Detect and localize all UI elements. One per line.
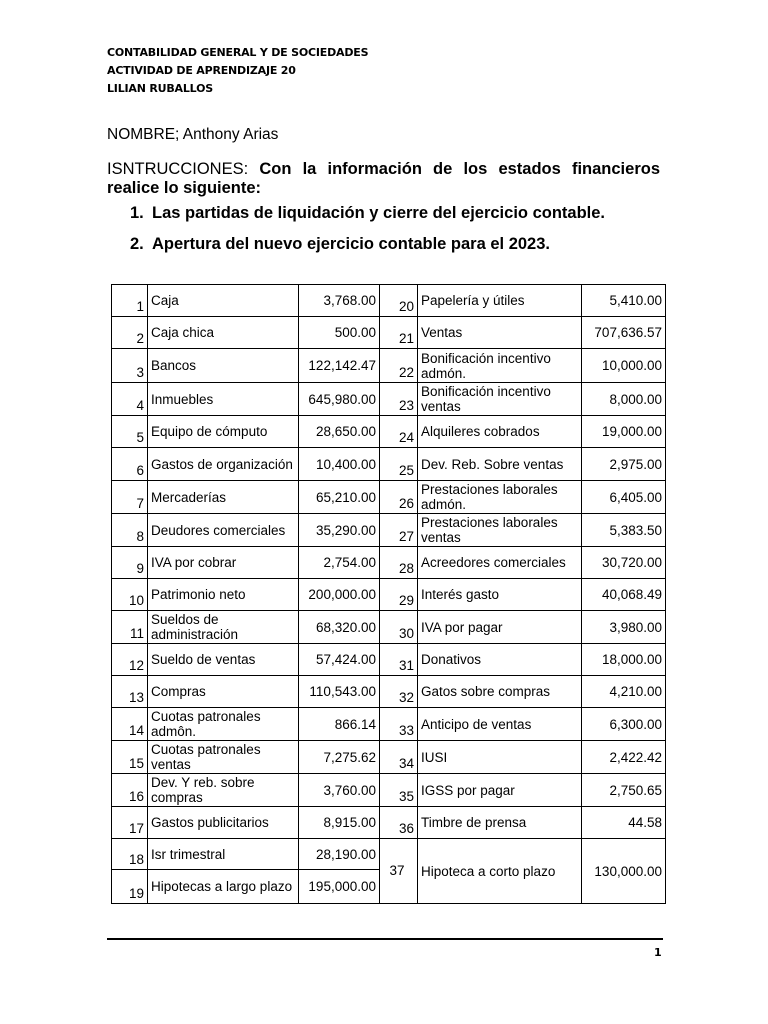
account-name: Equipo de cómputo — [148, 416, 299, 448]
account-number: 5 — [112, 416, 148, 448]
account-name: Compras — [148, 676, 299, 708]
account-amount: 68,320.00 — [299, 611, 380, 644]
account-name: Hipotecas a largo plazo — [148, 870, 299, 904]
account-name: Cuotas patronales admôn. — [148, 708, 299, 741]
account-number: 36 — [380, 807, 418, 839]
account-number: 20 — [380, 285, 418, 317]
account-name: Patrimonio neto — [148, 579, 299, 611]
table-row — [112, 774, 666, 807]
account-name: Alquileres cobrados — [418, 416, 582, 448]
account-amount: 10,400.00 — [299, 448, 380, 481]
account-name: Prestaciones laborales admón. — [418, 481, 582, 514]
account-number: 25 — [380, 448, 418, 481]
account-amount: 8,915.00 — [299, 807, 380, 839]
account-name: Deudores comerciales — [148, 514, 299, 547]
account-name: Caja chica — [148, 317, 299, 349]
account-name: Dev. Reb. Sobre ventas — [418, 448, 582, 481]
table-row — [112, 579, 666, 611]
account-amount: 35,290.00 — [299, 514, 380, 547]
account-name: Timbre de prensa — [418, 807, 582, 839]
instructions — [107, 160, 660, 198]
table-row — [112, 317, 666, 349]
account-number: 26 — [380, 481, 418, 514]
table-row — [112, 807, 666, 839]
account-name: Hipoteca a corto plazo — [418, 839, 582, 904]
account-name: Acreedores comerciales — [418, 547, 582, 579]
account-name: Ventas — [418, 317, 582, 349]
account-amount: 110,543.00 — [299, 676, 380, 708]
table-row — [112, 285, 666, 317]
table-row — [112, 547, 666, 579]
account-amount: 200,000.00 — [299, 579, 380, 611]
table-row — [112, 481, 666, 514]
account-amount: 65,210.00 — [299, 481, 380, 514]
account-name: IGSS por pagar — [418, 774, 582, 807]
account-number: 18 — [112, 839, 148, 870]
account-number: 35 — [380, 774, 418, 807]
account-number: 21 — [380, 317, 418, 349]
header-course: CONTABILIDAD GENERAL Y DE SOCIEDADES — [107, 46, 369, 59]
account-name: Isr trimestral — [148, 839, 299, 870]
account-amount: 28,190.00 — [299, 839, 380, 870]
account-number: 29 — [380, 579, 418, 611]
table-row — [112, 839, 666, 870]
account-number: 27 — [380, 514, 418, 547]
account-amount: 10,000.00 — [582, 349, 666, 383]
account-amount: 130,000.00 — [582, 839, 666, 904]
instruction-step-1 — [130, 204, 605, 223]
account-name: Interés gasto — [418, 579, 582, 611]
account-amount: 7,275.62 — [299, 741, 380, 774]
account-name: Gastos publicitarios — [148, 807, 299, 839]
account-number: 12 — [112, 644, 148, 676]
instruction-step-2 — [130, 235, 550, 254]
account-number: 17 — [112, 807, 148, 839]
account-number: 1 — [112, 285, 148, 317]
account-amount: 2,422.42 — [582, 741, 666, 774]
account-name: Dev. Y reb. sobre compras — [148, 774, 299, 807]
account-name: Sueldos de administración — [148, 611, 299, 644]
account-number: 13 — [112, 676, 148, 708]
account-number: 6 — [112, 448, 148, 481]
account-amount: 6,300.00 — [582, 708, 666, 741]
account-number: 37 — [380, 839, 418, 904]
account-name: Bonificación incentivo ventas — [418, 383, 582, 416]
account-amount: 5,383.50 — [582, 514, 666, 547]
accounts-table-body — [112, 285, 666, 904]
account-amount: 19,000.00 — [582, 416, 666, 448]
account-amount: 5,410.00 — [582, 285, 666, 317]
account-number: 7 — [112, 481, 148, 514]
student-name: NOMBRE; Anthony Arias — [107, 126, 279, 143]
table-row — [112, 741, 666, 774]
table-row — [112, 383, 666, 416]
account-number: 8 — [112, 514, 148, 547]
account-amount: 8,000.00 — [582, 383, 666, 416]
account-number: 34 — [380, 741, 418, 774]
account-number: 4 — [112, 383, 148, 416]
account-name: Prestaciones laborales ventas — [418, 514, 582, 547]
account-name: Gatos sobre compras — [418, 676, 582, 708]
account-name: IVA por pagar — [418, 611, 582, 644]
account-amount: 707,636.57 — [582, 317, 666, 349]
table-row — [112, 644, 666, 676]
account-number: 32 — [380, 676, 418, 708]
account-amount: 195,000.00 — [299, 870, 380, 904]
step-text: Las partidas de liquidación y cierre del ejercicio contable. — [152, 204, 605, 222]
account-amount: 40,068.49 — [582, 579, 666, 611]
table-row — [112, 708, 666, 741]
account-name: Bonificación incentivo admón. — [418, 349, 582, 383]
account-number: 2 — [112, 317, 148, 349]
step-number: 2. — [130, 235, 144, 253]
table-row — [112, 611, 666, 644]
account-number: 15 — [112, 741, 148, 774]
account-number: 3 — [112, 349, 148, 383]
account-amount: 4,210.00 — [582, 676, 666, 708]
instructions-text: Con la información de los estados financieros realice lo siguiente: — [107, 160, 660, 197]
table-row — [112, 514, 666, 547]
account-name: Sueldo de ventas — [148, 644, 299, 676]
account-number: 11 — [112, 611, 148, 644]
account-number: 16 — [112, 774, 148, 807]
account-number: 14 — [112, 708, 148, 741]
account-amount: 44.58 — [582, 807, 666, 839]
account-number: 28 — [380, 547, 418, 579]
accounts-table — [111, 284, 666, 904]
account-amount: 18,000.00 — [582, 644, 666, 676]
account-number: 31 — [380, 644, 418, 676]
account-amount: 3,768.00 — [299, 285, 380, 317]
account-name: Papelería y útiles — [418, 285, 582, 317]
account-amount: 2,754.00 — [299, 547, 380, 579]
account-amount: 2,750.65 — [582, 774, 666, 807]
account-name: Cuotas patronales ventas — [148, 741, 299, 774]
footer-rule — [107, 938, 663, 940]
account-amount: 28,650.00 — [299, 416, 380, 448]
account-number: 23 — [380, 383, 418, 416]
account-amount: 866.14 — [299, 708, 380, 741]
account-name: Anticipo de ventas — [418, 708, 582, 741]
account-name: IVA por cobrar — [148, 547, 299, 579]
account-amount: 500.00 — [299, 317, 380, 349]
account-name: Mercaderías — [148, 481, 299, 514]
account-number: 33 — [380, 708, 418, 741]
account-name: Bancos — [148, 349, 299, 383]
account-name: IUSI — [418, 741, 582, 774]
account-name: Inmuebles — [148, 383, 299, 416]
account-amount: 3,760.00 — [299, 774, 380, 807]
account-amount: 3,980.00 — [582, 611, 666, 644]
step-text: Apertura del nuevo ejercicio contable para el 2023. — [152, 235, 550, 253]
account-name: Caja — [148, 285, 299, 317]
header-activity: ACTIVIDAD DE APRENDIZAJE 20 — [107, 64, 296, 77]
account-name: Donativos — [418, 644, 582, 676]
account-amount: 2,975.00 — [582, 448, 666, 481]
account-number: 22 — [380, 349, 418, 383]
table-row — [112, 448, 666, 481]
step-number: 1. — [130, 204, 144, 222]
account-amount: 122,142.47 — [299, 349, 380, 383]
account-number: 30 — [380, 611, 418, 644]
table-row — [112, 416, 666, 448]
account-number: 9 — [112, 547, 148, 579]
table-row — [112, 349, 666, 383]
account-amount: 30,720.00 — [582, 547, 666, 579]
page-number: 1 — [654, 946, 662, 959]
instructions-label: ISNTRUCCIONES: — [107, 160, 249, 178]
account-amount: 57,424.00 — [299, 644, 380, 676]
account-number: 10 — [112, 579, 148, 611]
account-amount: 645,980.00 — [299, 383, 380, 416]
account-amount: 6,405.00 — [582, 481, 666, 514]
header-teacher: LILIAN RUBALLOS — [107, 82, 213, 95]
account-name: Gastos de organización — [148, 448, 299, 481]
account-number: 19 — [112, 870, 148, 904]
account-number: 24 — [380, 416, 418, 448]
table-row — [112, 676, 666, 708]
